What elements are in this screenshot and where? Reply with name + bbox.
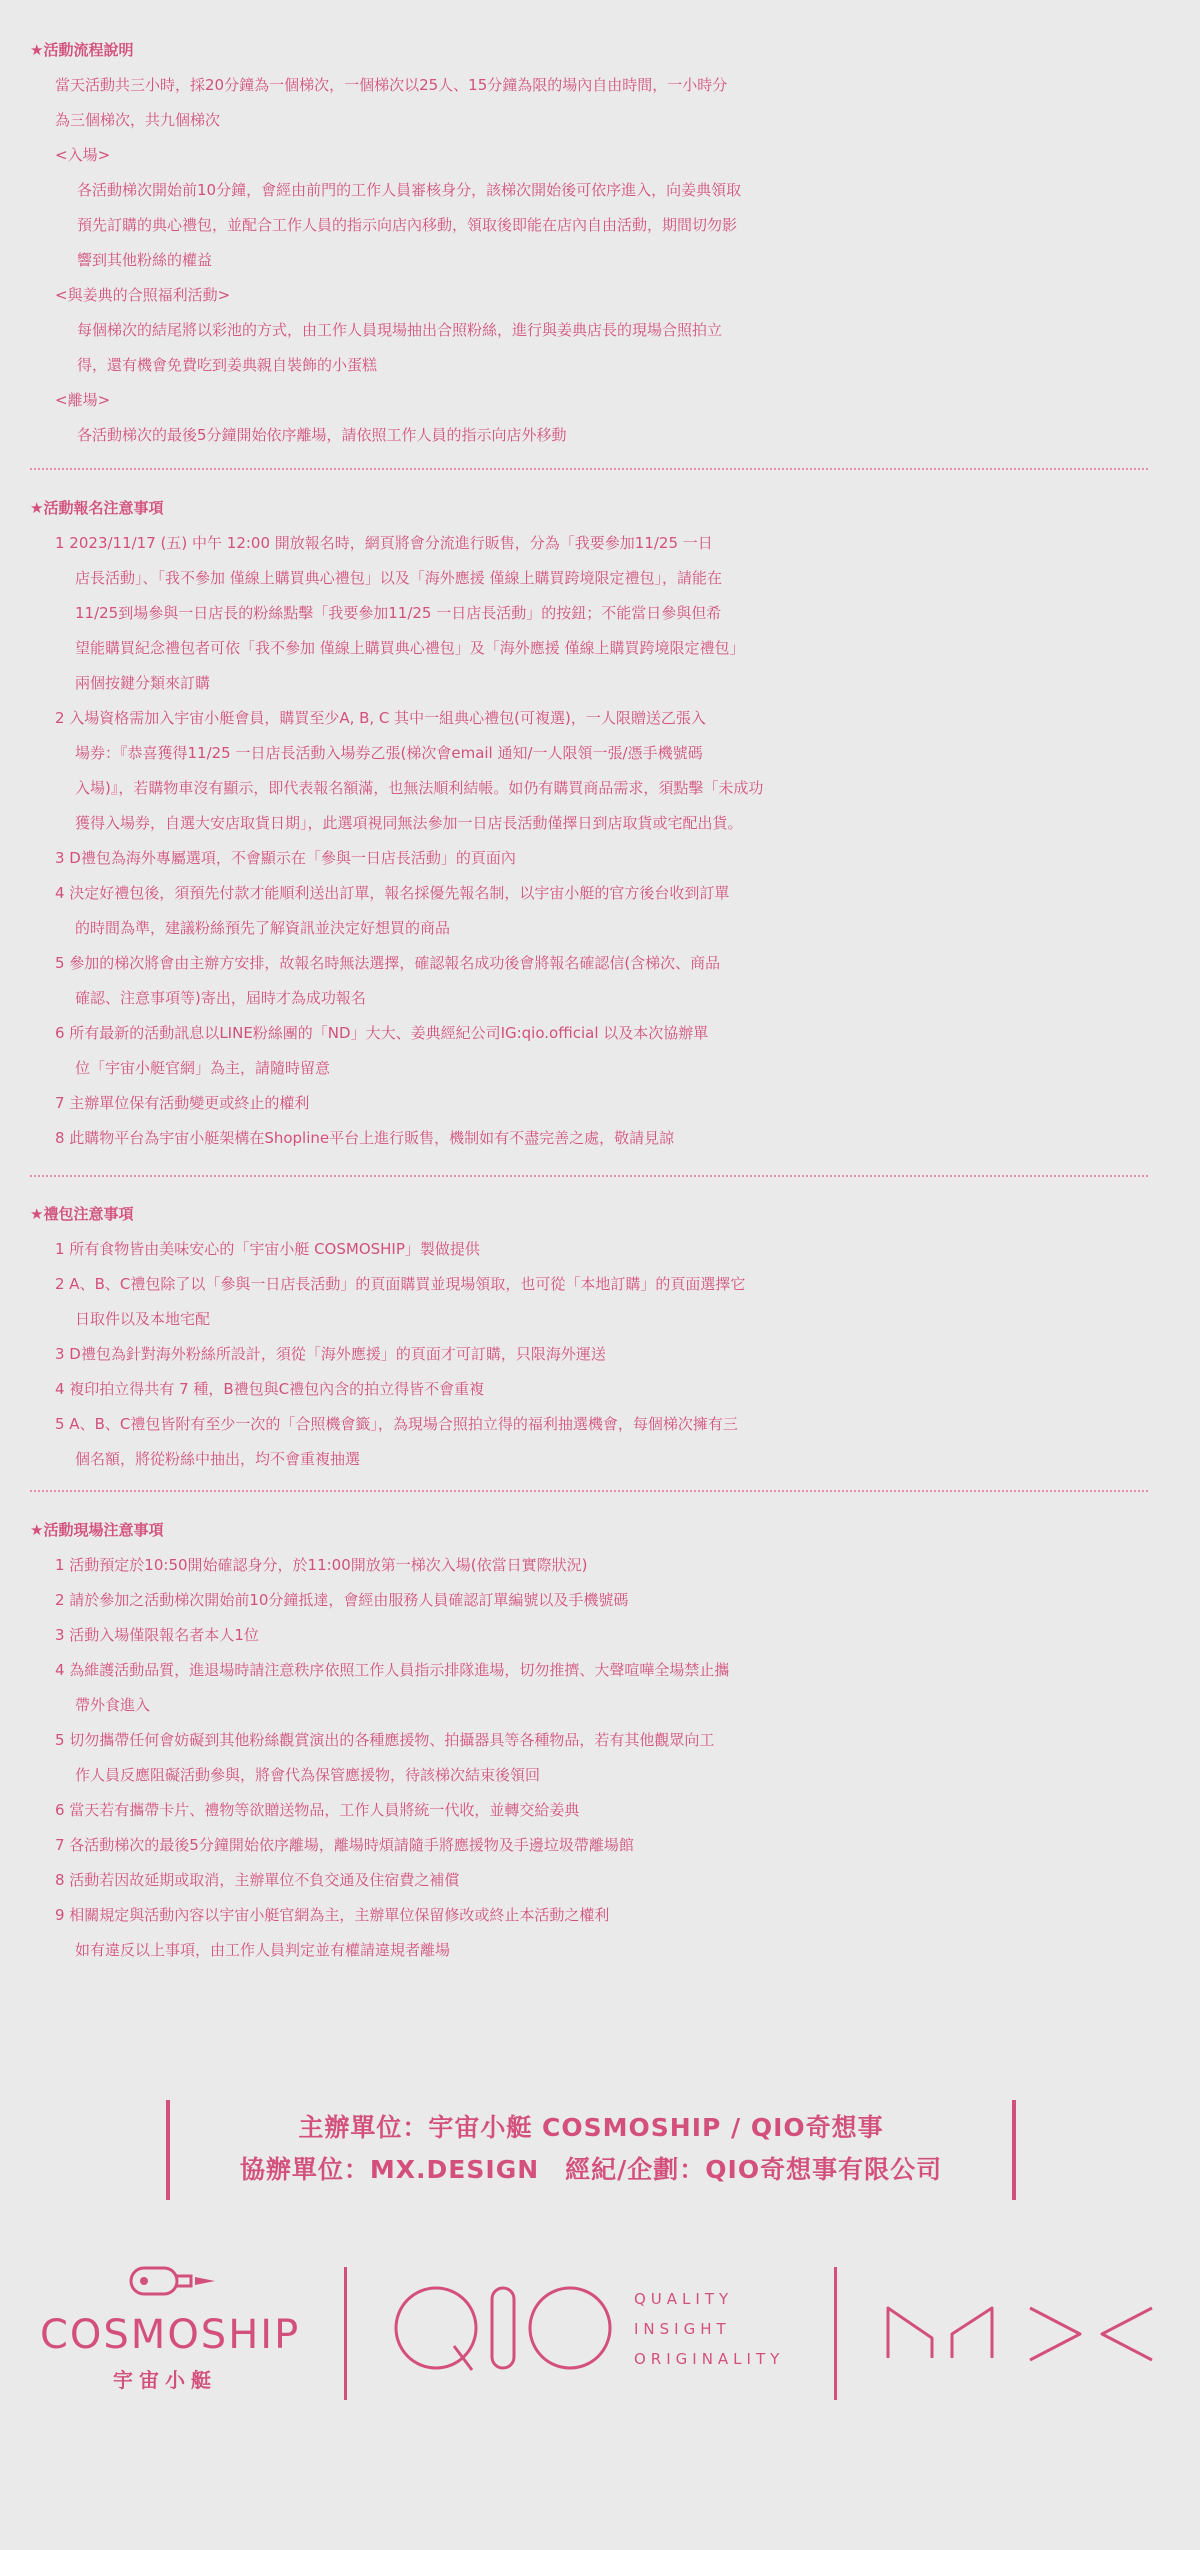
text-line: 3 D禮包為針對海外粉絲所設計，須從「海外應援」的頁面才可訂購，只限海外運送 [55,1345,606,1363]
text-line: <離場> [55,391,111,409]
qio-mark-icon [390,2282,620,2382]
footer-credits [166,2100,1016,2200]
text-line: 為三個梯次，共九個梯次 [55,111,221,129]
text-line: 2 請於參加之活動梯次開始前10分鐘抵達，會經由服務人員確認訂單編號以及手機號碼 [55,1591,629,1609]
logo-separator-2 [834,2267,837,2400]
text-line: 場券：『恭喜獲得11/25 一日店長活動入場券乙張(梯次會email 通知/一人限領一張/憑手機號碼 [75,744,703,762]
text-line: 6 當天若有攜帶卡片、禮物等欲贈送物品，工作人員將統一代收，並轉交給姜典 [55,1801,580,1819]
dotted-divider [30,1175,1148,1177]
text-line: 獲得入場券，自選大安店取貨日期」，此選項視同無法參加一日店長活動僅擇日到店取貨或宅配出貨。 [75,814,743,832]
text-line: 兩個按鍵分類來訂購 [75,674,211,692]
text-line: 入場)』，若購物車沒有顯示，即代表報名額滿，也無法順利結帳。如仍有購買商品需求，須點擊「未成功 [75,779,764,797]
text-line: 4 複印拍立得共有 7 種，B禮包與C禮包內含的拍立得皆不會重複 [55,1380,485,1398]
qio-logo [390,2260,810,2400]
text-line: 響到其他粉絲的權益 [77,251,213,269]
text-line: 4 決定好禮包後，須預先付款才能順利送出訂單，報名採優先報名制，以宇宙小艇的官方後台收到訂單 [55,884,730,902]
text-line: 各活動梯次開始前10分鐘，會經由前門的工作人員審核身分，該梯次開始後可依序進入，向姜典領取 [77,181,742,199]
text-line: 日取件以及本地宅配 [75,1310,211,1328]
text-line: 3 D禮包為海外專屬選項，不會顯示在「參與一日店長活動」的頁面內 [55,849,516,867]
mx-mark-icon [880,2294,1160,2374]
onsite-section [30,1512,1180,1968]
text-line: 1 所有食物皆由美味安心的「宇宙小艇 COSMOSHIP」製做提供 [55,1240,480,1258]
text-line: 預先訂購的典心禮包，並配合工作人員的指示向店內移動，領取後即能在店內自由活動，期間切勿影 [77,216,738,234]
qio-tagline-quality: QUALITY [634,2290,734,2308]
text-line: 作人員反應阻礙活動參與，將會代為保管應援物，待該梯次結束後領回 [75,1766,541,1784]
text-line: 得，還有機會免費吃到姜典親自裝飾的小蛋糕 [77,356,378,374]
text-line: 2 入場資格需加入宇宙小艇會員，購買至少A, B, C 其中一組典心禮包(可複選)，一人限贈送乙張入 [55,709,706,727]
section-heading: ★禮包注意事項 [30,1205,134,1223]
cosmoship-logo [40,2260,301,2400]
text-line: 每個梯次的結尾將以彩池的方式，由工作人員現場抽出合照粉絲，進行與姜典店長的現場合照拍立 [77,321,723,339]
text-line: 店長活動」、「我不參加 僅線上購買典心禮包」以及「海外應援 僅線上購買跨境限定禮包」，請能在 [75,569,723,587]
text-line: 3 活動入場僅限報名者本人1位 [55,1626,259,1644]
mx-logo [880,2260,1160,2400]
text-line: 的時間為準，建議粉絲預先了解資訊並決定好想買的商品 [75,919,451,937]
logo-row [0,2260,1200,2410]
section-heading: ★活動報名注意事項 [30,499,164,517]
text-line: 9 相關規定與活動內容以宇宙小艇官網為主，主辦單位保留修改或終止本活動之權利 [55,1906,610,1924]
text-line: 5 切勿攜帶任何會妨礙到其他粉絲觀賞演出的各種應援物、拍攝器具等各種物品，若有其他觀眾向工 [55,1731,715,1749]
text-line: 帶外食進入 [75,1696,151,1714]
logo-separator-1 [344,2267,347,2400]
text-line: 5 參加的梯次將會由主辦方安排，故報名時無法選擇，確認報名成功後會將報名確認信(含梯次、商品 [55,954,721,972]
dotted-divider [30,468,1148,470]
section-heading: ★活動流程說明 [30,41,134,59]
text-line: 1 活動預定於10:50開始確認身分，於11:00開放第一梯次入場(依當日實際狀況) [55,1556,588,1574]
text-line: 各活動梯次的最後5分鐘開始依序離場，請依照工作人員的指示向店外移動 [77,426,567,444]
text-line: 8 此購物平台為宇宙小艇架構在Shopline平台上進行販售，機制如有不盡完善之處，敬請見諒 [55,1129,675,1147]
text-line: 4 為維護活動品質，進退場時請注意秩序依照工作人員指示排隊進場，切勿推擠、大聲喧嘩全場禁止攜 [55,1661,730,1679]
text-line: 6 所有最新的活動訊息以LINE粉絲團的「ND」大大、姜典經紀公司IG:qio.official 以及本次協辦單 [55,1024,709,1042]
text-line: 位「宇宙小艇官網」為主，請隨時留意 [75,1059,331,1077]
co-organizer-text: 協辦單位：MX.DESIGN 經紀/企劃：QIO奇想事有限公司 [239,2155,943,2184]
text-line: 7 主辦單位保有活動變更或終止的權利 [55,1094,310,1112]
text-line: 如有違反以上事項，由工作人員判定並有權請違規者離場 [75,1941,451,1959]
text-line: 確認、注意事項等)寄出，屆時才為成功報名 [75,989,366,1007]
text-line: 8 活動若因故延期或取消，主辦單位不負交通及住宿費之補償 [55,1871,460,1889]
text-line: 當天活動共三小時，採20分鐘為一個梯次，一個梯次以25人、15分鐘為限的場內自由時間，一小時分 [55,76,728,94]
text-line: 7 各活動梯次的最後5分鐘開始依序離場，離場時煩請隨手將應援物及手邊垃圾帶離場館 [55,1836,634,1854]
process-section [30,32,1180,453]
text-line: <入場> [55,146,111,164]
text-line: 11/25到場參與一日店長的粉絲點擊「我要參加11/25 一日店長活動」的按鈕；不能當日參與但希 [75,604,722,622]
cosmoship-subname: 宇宙小艇 [113,2368,217,2392]
qio-tagline-insight: INSIGHT [634,2320,731,2338]
registration-section [30,490,1180,1156]
dotted-divider [30,1490,1148,1492]
text-line: 1 2023/11/17 (五) 中午 12:00 開放報名時，網頁將會分流進行販售，分為「我要參加11/25 一日 [55,534,713,552]
text-line: 個名額，將從粉絲中抽出，均不會重複抽選 [75,1450,361,1468]
ship-icon [125,2264,225,2300]
text-line: 5 A、B、C禮包皆附有至少一次的「合照機會籤」，為現場合照拍立得的福利抽選機會，每個梯次擁有三 [55,1415,738,1433]
text-line: 望能購買紀念禮包者可依「我不參加 僅線上購買典心禮包」及「海外應援 僅線上購買跨境限定禮包」 [75,639,745,657]
cosmoship-name: COSMOSHIP [40,2312,301,2358]
organizer-text: 主辦單位：宇宙小艇 COSMOSHIP / QIO奇想事 [298,2113,884,2142]
giftpack-section [30,1196,1180,1477]
qio-tagline-originality: ORIGINALITY [634,2350,785,2368]
section-heading: ★活動現場注意事項 [30,1521,164,1539]
text-line: <與姜典的合照福利活動> [55,286,231,304]
text-line: 2 A、B、C禮包除了以「參與一日店長活動」的頁面購買並現場領取，也可從「本地訂購」的頁面選擇它 [55,1275,746,1293]
